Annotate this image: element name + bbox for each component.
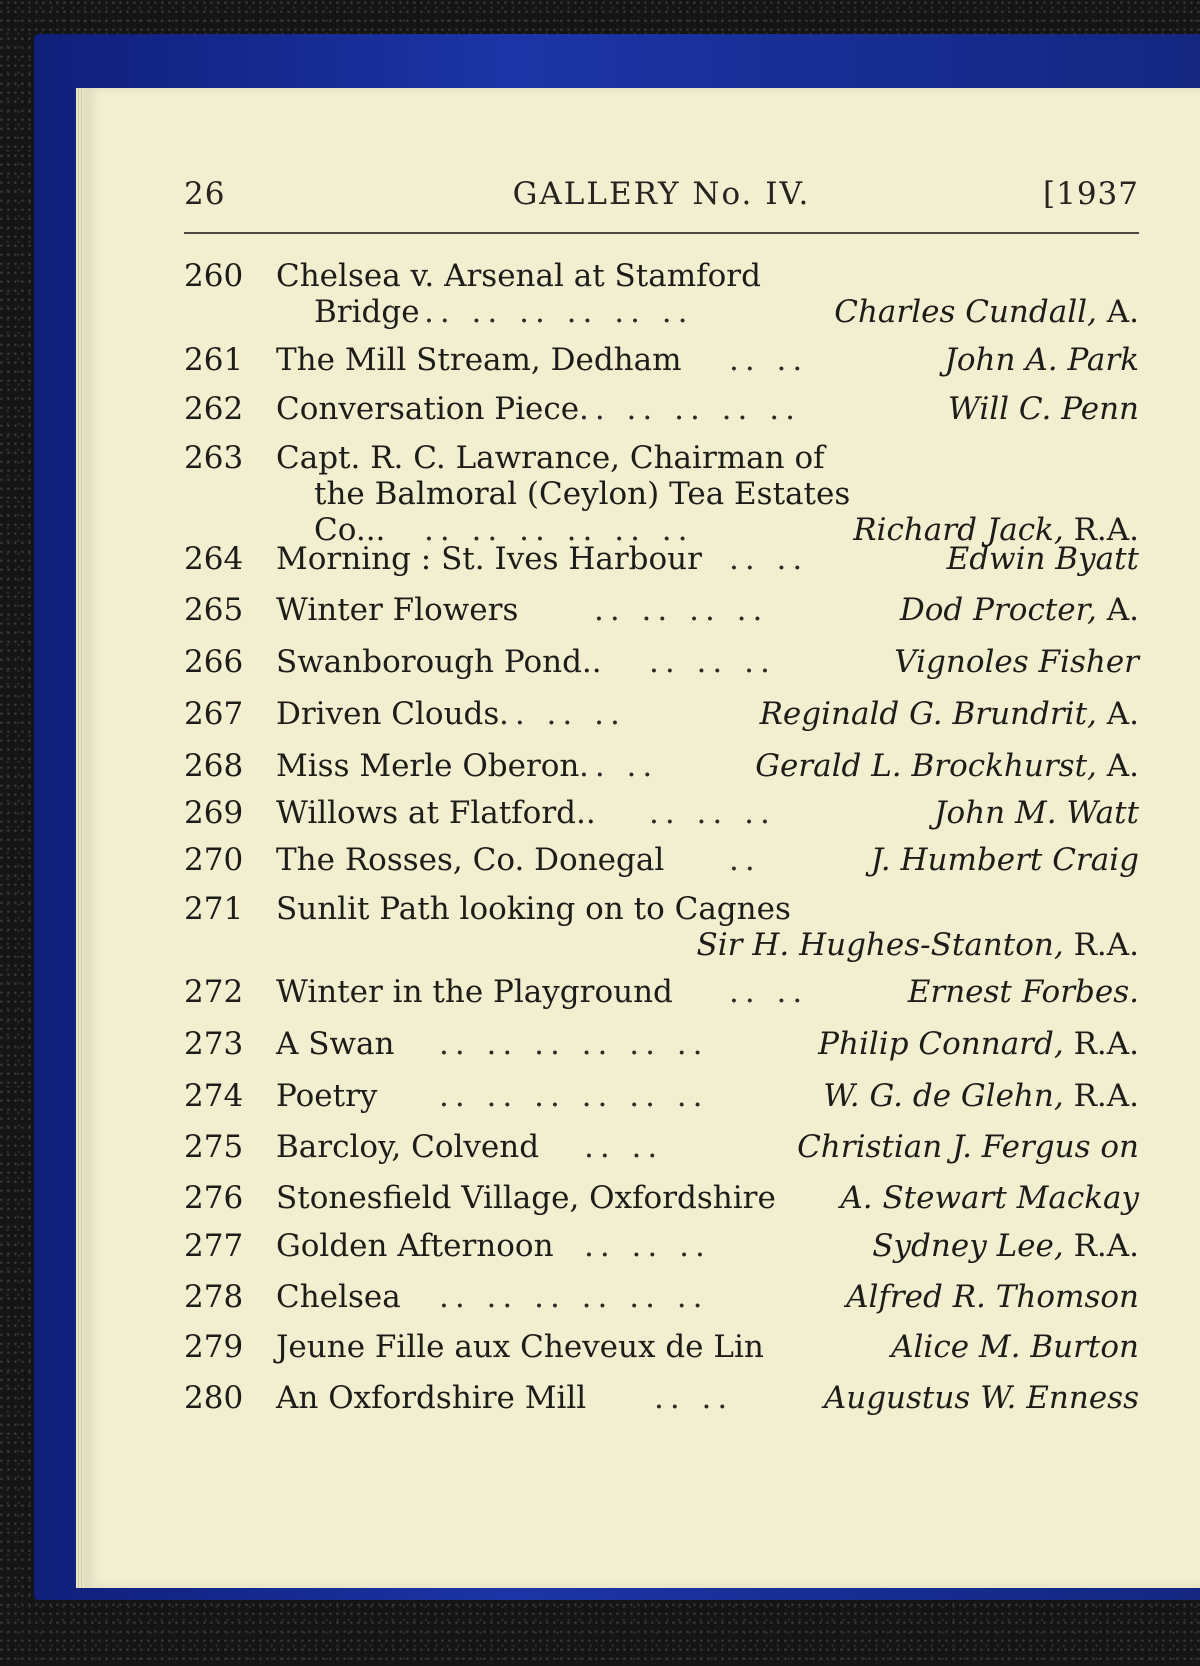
catalogue-entry bbox=[184, 842, 1139, 878]
artist-name: Will C. Penn bbox=[948, 391, 1139, 427]
dot-leader: .. .. bbox=[729, 974, 809, 1010]
entry-number: 267 bbox=[184, 696, 244, 732]
catalogue-entry bbox=[184, 258, 1139, 330]
entry-number: 265 bbox=[184, 592, 244, 628]
entry-title: Morning : St. Ives Harbour bbox=[276, 541, 702, 577]
dot-leader: .. .. .. .. .. .. bbox=[439, 1078, 709, 1114]
entry-title: Barcloy, Colvend bbox=[276, 1129, 540, 1165]
dot-leader: .. .. bbox=[579, 748, 659, 784]
entry-number: 278 bbox=[184, 1279, 244, 1315]
header-rule bbox=[184, 232, 1139, 234]
artist-name: Sir H. Hughes-Stanton, R.A. bbox=[696, 927, 1139, 963]
entry-number: 260 bbox=[184, 258, 244, 294]
entry-number: 262 bbox=[184, 391, 244, 427]
artist-name: Gerald L. Brockhurst, A. bbox=[755, 748, 1139, 784]
artist-name: Philip Connard, R.A. bbox=[818, 1026, 1139, 1062]
dot-leader: .. .. .. .. bbox=[594, 592, 769, 628]
artist-name: J. Humbert Craig bbox=[870, 842, 1139, 878]
dot-leader: .. .. bbox=[654, 1380, 734, 1416]
catalogue-entry bbox=[184, 748, 1139, 784]
artist-name: John A. Park bbox=[944, 342, 1139, 378]
dot-leader: .. bbox=[729, 842, 761, 878]
entry-title: Conversation Piece bbox=[276, 391, 580, 427]
artist-name: Augustus W. Enness bbox=[823, 1380, 1139, 1416]
entry-number: 272 bbox=[184, 974, 244, 1010]
dot-leader: .. .. bbox=[729, 541, 809, 577]
entry-title-continued: Co... bbox=[314, 512, 386, 548]
catalogue-entry bbox=[184, 974, 1139, 1010]
entry-number: 273 bbox=[184, 1026, 244, 1062]
catalogue-entry bbox=[184, 696, 1139, 732]
entry-title: Chelsea v. Arsenal at Stamford bbox=[276, 258, 761, 294]
dot-leader: .. .. bbox=[729, 342, 809, 378]
entry-number: 268 bbox=[184, 748, 244, 784]
entry-number: 277 bbox=[184, 1228, 244, 1264]
catalogue-entry bbox=[184, 1329, 1139, 1365]
catalogue-entry bbox=[184, 795, 1139, 831]
entry-title: Winter Flowers bbox=[276, 592, 519, 628]
catalogue-entry bbox=[184, 342, 1139, 378]
artist-name: John M. Watt bbox=[934, 795, 1139, 831]
page-number: 26 bbox=[184, 176, 226, 212]
dot-leader: .. .. .. bbox=[649, 644, 776, 680]
entry-title: Willows at Flatford.. bbox=[276, 795, 596, 831]
dot-leader: .. .. .. .. .. .. bbox=[424, 294, 694, 330]
entry-title: Swanborough Pond.. bbox=[276, 644, 602, 680]
artist-name: Sydney Lee, R.A. bbox=[872, 1228, 1139, 1264]
entry-number: 274 bbox=[184, 1078, 244, 1114]
entry-title: Sunlit Path looking on to Cagnes bbox=[276, 891, 791, 927]
catalogue-entry bbox=[184, 1380, 1139, 1416]
dot-leader: .. .. .. .. .. .. bbox=[439, 1279, 709, 1315]
catalogue-entry bbox=[184, 1279, 1139, 1315]
artist-name: W. G. de Glehn, R.A. bbox=[823, 1078, 1139, 1114]
catalogue-entry bbox=[184, 440, 1139, 548]
entry-title: Golden Afternoon bbox=[276, 1228, 554, 1264]
catalogue-entry bbox=[184, 541, 1139, 577]
entry-number: 270 bbox=[184, 842, 244, 878]
entry-number: 261 bbox=[184, 342, 244, 378]
entry-number: 266 bbox=[184, 644, 244, 680]
catalogue-entry bbox=[184, 891, 1139, 963]
entry-number: 269 bbox=[184, 795, 244, 831]
gallery-title: GALLERY No. IV. bbox=[512, 176, 811, 212]
artist-name: Alice M. Burton bbox=[891, 1329, 1139, 1365]
entry-title: Winter in the Playground bbox=[276, 974, 673, 1010]
entry-number: 264 bbox=[184, 541, 244, 577]
catalogue-entry bbox=[184, 1129, 1139, 1165]
artist-name: A. Stewart Mackay bbox=[840, 1180, 1139, 1216]
dot-leader: .. .. .. .. .. bbox=[579, 391, 801, 427]
entry-title: The Mill Stream, Dedham bbox=[276, 342, 682, 378]
entry-title: An Oxfordshire Mill bbox=[276, 1380, 587, 1416]
dot-leader: .. .. .. .. .. .. bbox=[439, 1026, 709, 1062]
artist-name: Dod Procter, A. bbox=[899, 592, 1139, 628]
entry-title: The Rosses, Co. Donegal bbox=[276, 842, 665, 878]
year: [1937 bbox=[1043, 176, 1139, 212]
dot-leader: .. .. .. bbox=[499, 696, 626, 732]
artist-name: Richard Jack, R.A. bbox=[853, 512, 1139, 548]
entry-number: 263 bbox=[184, 440, 244, 476]
entry-title: Poetry bbox=[276, 1078, 378, 1114]
entry-title: Driven Clouds bbox=[276, 696, 500, 732]
artist-name: Charles Cundall, A. bbox=[834, 294, 1139, 330]
running-head bbox=[184, 170, 1139, 220]
catalogue-entry bbox=[184, 391, 1139, 427]
catalogue-entry bbox=[184, 1078, 1139, 1114]
entry-title: Capt. R. C. Lawrance, Chairman of bbox=[276, 440, 825, 476]
catalogue-entry bbox=[184, 592, 1139, 628]
entry-number: 279 bbox=[184, 1329, 244, 1365]
catalogue-entry bbox=[184, 1026, 1139, 1062]
entry-number: 276 bbox=[184, 1180, 244, 1216]
artist-name: Reginald G. Brundrit, A. bbox=[759, 696, 1139, 732]
entry-number: 280 bbox=[184, 1380, 244, 1416]
artist-name: Christian J. Fergus on bbox=[797, 1129, 1139, 1165]
artist-name: Edwin Byatt bbox=[946, 541, 1139, 577]
artist-name: Alfred R. Thomson bbox=[846, 1279, 1139, 1315]
artist-name: Vignoles Fisher bbox=[894, 644, 1139, 680]
catalogue-entry bbox=[184, 1180, 1139, 1216]
entry-title: Chelsea bbox=[276, 1279, 401, 1315]
catalogue-entry bbox=[184, 644, 1139, 680]
entry-title: Stonesfield Village, Oxfordshire bbox=[276, 1180, 776, 1216]
dot-leader: .. .. .. bbox=[584, 1228, 711, 1264]
dot-leader: .. .. .. bbox=[649, 795, 776, 831]
entry-title: Miss Merle Oberon bbox=[276, 748, 580, 784]
entry-number: 271 bbox=[184, 891, 244, 927]
catalogue-entry bbox=[184, 1228, 1139, 1264]
entry-title: Jeune Fille aux Cheveux de Lin bbox=[276, 1329, 764, 1365]
dot-leader: .. .. .. .. .. .. bbox=[424, 512, 694, 548]
entry-title: A Swan bbox=[276, 1026, 395, 1062]
artist-name: Ernest Forbes. bbox=[907, 974, 1139, 1010]
entry-number: 275 bbox=[184, 1129, 244, 1165]
dot-leader: .. .. bbox=[584, 1129, 664, 1165]
entry-title-continued: the Balmoral (Ceylon) Tea Estates bbox=[314, 476, 851, 512]
entry-title-continued: Bridge bbox=[314, 294, 420, 330]
